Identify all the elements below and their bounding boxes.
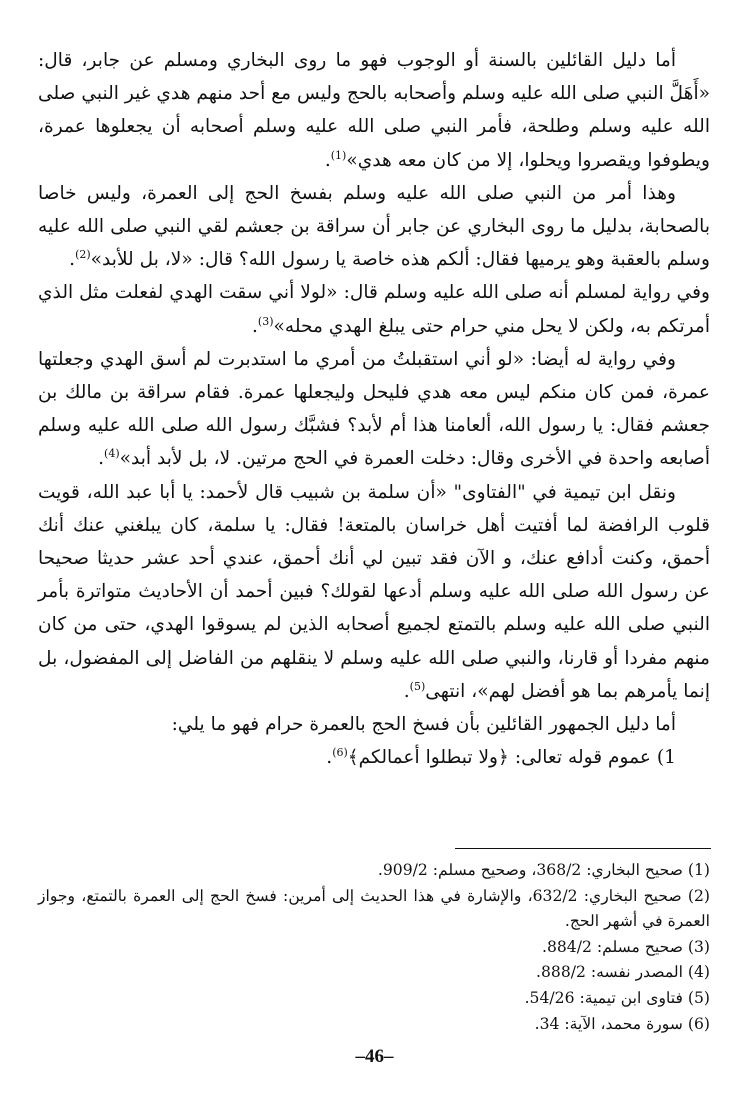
paragraph-1-text: أما دليل القائلين بالسنة أو الوجوب فهو ما روى البخاري ومسلم عن جابر، قال: «أَهَلَّ النبي صلى الله عليه وسلم وأصحابه بالحج وليس مع أحد منهم هدي غير النبي صلى الله عليه وسلم وطلحة، فأمر النبي صلى الله عليه وسلم أصحابه أن يجعلوها عمرة، ويطوفوا ويقصروا ويحلوا، إلا من كان معه هدي»: [38, 50, 710, 171]
paragraph-2-tail: .: [69, 249, 76, 271]
footnote-ref-4[interactable]: (4): [104, 447, 120, 461]
paragraph-7-tail: .: [326, 747, 333, 769]
footnote-5: (5) فتاوى ابن تيمية: 54/26.: [524, 988, 710, 1007]
paragraph-1: [38, 44, 710, 177]
footnote-ref-1[interactable]: (1): [330, 148, 347, 162]
paragraph-5-tail: .: [403, 680, 410, 702]
paragraph-2-text: وهذا أمر من النبي صلى الله عليه وسلم بفسخ الحج إلى العمرة، وليس خاصا بالصحابة، بدليل ما روى البخاري عن جابر أن سراقة بن جعشم لقي النبي صلى الله عليه وسلم بالعقبة وهو يرميها فقال: ألكم هذه خاصة يا رسول الله؟ قال: «لا، بل للأبد»: [38, 182, 710, 271]
footnote-3: (3) صحيح مسلم: 884/2.: [541, 937, 710, 956]
paragraph-4-tail: .: [98, 448, 105, 470]
paragraph-7-text: 1) عموم قوله تعالى: ﴿ولا تبطلوا أعمالكم﴾: [347, 747, 676, 769]
footnote-6: (6) سورة محمد، الآية: 34.: [534, 1014, 710, 1033]
footnote-ref-6[interactable]: (6): [332, 746, 348, 760]
paragraph-6-text: أما دليل الجمهور القائلين بأن فسخ الحج بالعمرة حرام فهو ما يلي:: [171, 714, 676, 736]
page-number: –46–: [355, 1046, 394, 1067]
footnote-ref-2[interactable]: (2): [75, 248, 91, 262]
paragraph-1-tail: .: [324, 149, 331, 171]
footnote-2: (2) صحيح البخاري: 632/2، والإشارة في هذا الحديث إلى أمرين: فسخ الحج إلى العمرة بالتمتع، وجواز العمرة في أشهر الحج.: [38, 886, 710, 931]
paragraph-4-text: وفي رواية له أيضا: «لو أني استقبلتُ من أمري ما استدبرت لم أسق الهدي وجعلتها عمرة، فمن كان منكم ليس معه هدي فليحل وليجعلها عمرة. فقام سراقة بن مالك بن جعشم فقال: يا رسول الله، ألعامنا هذا أم لأبد؟ فشبَّك رسول الله صلى الله عليه وسلم أصابعه واحدة في الأخرى وقال: دخلت العمرة في الحج مرتين. لا، بل لأبد أبد»: [38, 348, 710, 470]
footnote-1: (1) صحيح البخاري: 368/2، وصحيح مسلم: 909/2.: [377, 861, 710, 879]
main-text: [38, 44, 710, 774]
paragraph-2: [38, 177, 710, 277]
paragraph-5-text: ونقل ابن تيمية في "الفتاوى" «أن سلمة بن شبيب قال لأحمد: يا أبا عبد الله، قويت قلوب الرافضة لما أفتيت أهل خراسان بالمتعة! فقال: يا سلمة، كان يبلغني عنك أنك أحمق، وكنت أدافع عنك، و الآن فقد تبين لي أنك أحمق، عندي أحد عشر حديثا صحيحا عن رسول الله صلى الله عليه وسلم أدعها لقولك؟ فبين أحمد أن الأحاديث متواترة بأمر النبي صلى الله عليه وسلم بالتمتع لجميع أصحابه الذين لم يسوقوا الهدي، حتى من كان منهم مفردا أو قارنا، والنبي صلى الله عليه وسلم لا ينقلهم من الفاضل إلى المفضول، بل إنما يأمرهم بما هو أفضل لهم»، انتهى: [38, 481, 710, 702]
paragraph-3-tail: .: [251, 315, 258, 337]
paragraph-5: [38, 476, 710, 708]
footnote-ref-5[interactable]: (5): [409, 679, 426, 693]
footnote-separator: [455, 848, 711, 849]
paragraph-4: [38, 343, 710, 476]
footnote-4: (4) المصدر نفسه: 888/2.: [536, 963, 710, 982]
footnote-ref-3[interactable]: (3): [257, 314, 274, 328]
footnotes: [38, 858, 710, 1037]
paragraph-6: [38, 708, 710, 741]
paragraph-7: [38, 741, 710, 774]
paragraph-3-text: وفي رواية لمسلم أنه صلى الله عليه وسلم قال: «لولا أني سقت الهدي لفعلت مثل الذي أمرتكم به، ولكن لا يحل مني حرام حتى يبلغ الهدي محله»: [38, 282, 710, 337]
paragraph-3: [38, 276, 710, 342]
